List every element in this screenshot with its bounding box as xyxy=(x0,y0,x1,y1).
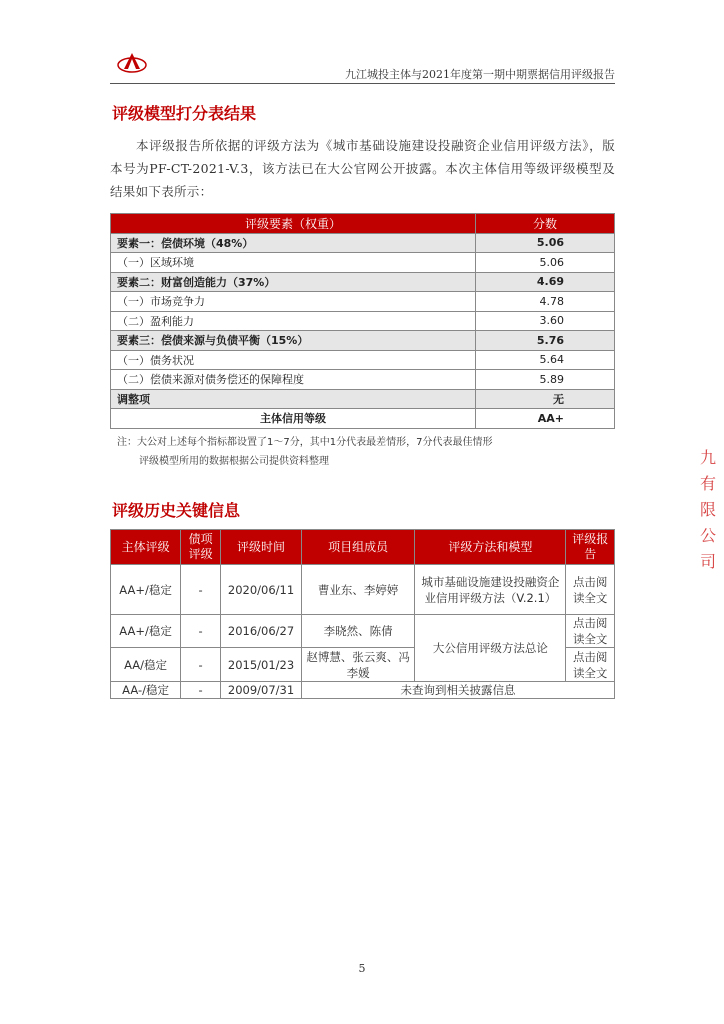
adjustment-value: 无 xyxy=(476,389,615,409)
method-cell: 大公信用评级方法总论 xyxy=(415,615,566,682)
table-row xyxy=(111,331,615,351)
final-rating-label: 主体信用等级 xyxy=(111,409,476,429)
row-label: 要素一：偿债环境（48%） xyxy=(111,233,476,253)
rating-cell: AA/稳定 xyxy=(111,648,181,682)
table-note: 注：大公对上述每个指标都设置了1～7分，其中1分代表最差情形，7分代表最佳情形 xyxy=(117,437,493,448)
final-rating-row xyxy=(111,409,615,429)
method-cell: 城市基础设施建设投融资企业信用评级方法（V.2.1） xyxy=(415,565,566,615)
row-label: （一）区域环境 xyxy=(111,253,476,273)
table-row xyxy=(111,233,615,253)
table-row xyxy=(111,253,615,273)
column-header: 主体评级 xyxy=(111,530,181,565)
adjustment-row xyxy=(111,389,615,409)
debt-rating-cell: - xyxy=(181,682,221,699)
table-row xyxy=(111,311,615,331)
members-cell: 李晓然、陈倩 xyxy=(302,615,415,648)
rating-cell: AA-/稳定 xyxy=(111,682,181,699)
date-cell: 2009/07/31 xyxy=(221,682,302,699)
page-number: 5 xyxy=(358,962,366,975)
table-row xyxy=(111,370,615,390)
date-cell: 2016/06/27 xyxy=(221,615,302,648)
section-title-model: 评级模型打分表结果 xyxy=(112,104,257,123)
row-label: 要素三：偿债来源与负债平衡（15%） xyxy=(111,331,476,351)
report-link[interactable]: 点击阅读全文 xyxy=(566,615,615,648)
row-label: （二）偿债来源对债务偿还的保障程度 xyxy=(111,370,476,390)
column-header: 评级方法和模型 xyxy=(415,530,566,565)
final-rating-value: AA+ xyxy=(476,409,615,429)
report-link[interactable]: 点击阅读全文 xyxy=(566,565,615,615)
members-cell: 赵博慧、张云爽、冯李媛 xyxy=(302,648,415,682)
row-label: （二）盈利能力 xyxy=(111,311,476,331)
company-seal: 九有限公司 xyxy=(700,448,717,571)
rating-history-table xyxy=(110,529,615,699)
table-header-row xyxy=(111,214,615,234)
column-header: 评级要素（权重） xyxy=(111,214,476,234)
section-title-history: 评级历史关键信息 xyxy=(112,501,241,520)
row-score: 5.76 xyxy=(476,331,615,351)
rating-cell: AA+/稳定 xyxy=(111,615,181,648)
row-label: （一）市场竞争力 xyxy=(111,292,476,312)
row-label: （一）债务状况 xyxy=(111,350,476,370)
column-header: 评级时间 xyxy=(221,530,302,565)
row-label: 要素二：财富创造能力（37%） xyxy=(111,272,476,292)
debt-rating-cell: - xyxy=(181,615,221,648)
adjustment-label: 调整项 xyxy=(111,389,476,409)
table-row xyxy=(111,565,615,615)
table-row xyxy=(111,350,615,370)
table-row xyxy=(111,292,615,312)
intro-paragraph: 本评级报告所依据的评级方法为《城市基础设施建设投融资企业信用评级方法》，版本号为PF-CT-2021-V.3，该方法已在大公官网公开披露。本次主体信用等级评级模型及结果如下表所示： xyxy=(110,138,615,199)
row-score: 4.78 xyxy=(476,292,615,312)
column-header: 分数 xyxy=(476,214,615,234)
table-row xyxy=(111,272,615,292)
date-cell: 2020/06/11 xyxy=(221,565,302,615)
row-score: 5.64 xyxy=(476,350,615,370)
column-header: 评级报告 xyxy=(566,530,615,565)
header-title: 九江城投主体与2021年度第一期中期票据信用评级报告 xyxy=(345,68,615,81)
report-link[interactable]: 点击阅读全文 xyxy=(566,648,615,682)
header-divider xyxy=(110,83,615,84)
table-row xyxy=(111,615,615,648)
date-cell: 2015/01/23 xyxy=(221,648,302,682)
table-row xyxy=(111,682,615,699)
rating-cell: AA+/稳定 xyxy=(111,565,181,615)
table-header-row xyxy=(111,530,615,565)
table-source-note: 评级模型所用的数据根据公司提供资料整理 xyxy=(139,456,329,467)
row-score: 5.89 xyxy=(476,370,615,390)
row-score: 3.60 xyxy=(476,311,615,331)
column-header: 项目组成员 xyxy=(302,530,415,565)
row-score: 5.06 xyxy=(476,233,615,253)
no-disclosure-note: 未查询到相关披露信息 xyxy=(302,682,615,699)
debt-rating-cell: - xyxy=(181,565,221,615)
company-logo xyxy=(117,52,147,74)
model-score-table xyxy=(110,213,615,429)
members-cell: 曹业东、李婷婷 xyxy=(302,565,415,615)
row-score: 5.06 xyxy=(476,253,615,273)
debt-rating-cell: - xyxy=(181,648,221,682)
row-score: 4.69 xyxy=(476,272,615,292)
column-header: 债项评级 xyxy=(181,530,221,565)
